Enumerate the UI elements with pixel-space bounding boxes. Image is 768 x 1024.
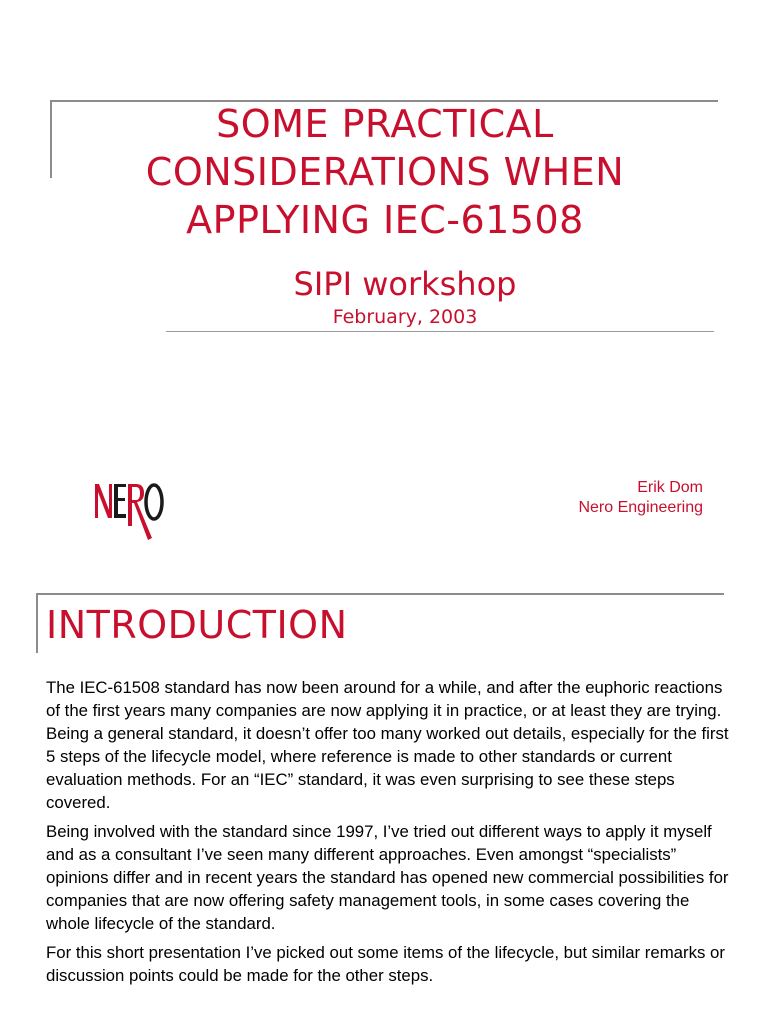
- introduction-body: [46, 676, 736, 993]
- intro-frame-left-rule: [36, 593, 38, 653]
- author-company: Nero Engineering: [578, 499, 703, 516]
- author-block: [480, 478, 703, 518]
- presentation-date: February, 2003: [332, 306, 478, 328]
- author-name: Erik Dom: [637, 479, 703, 496]
- presentation-title: SOME PRACTICAL CONSIDERATIONS WHEN APPLYING IEC-61508: [145, 102, 625, 242]
- introduction-paragraph: The IEC-61508 standard has now been around for a while, and after the euphoric reactions of the first years many companies are now applying it in practice, or at least they are trying. Being a general standard, it doesn’t offer too many worked out details, especially for the first 5 steps of the lifecycle model, where reference is made to other standards or current evaluation methods. For an “IEC” standard, it was even surprising to see these steps covered.: [46, 678, 729, 812]
- intro-frame-top-rule: [36, 593, 724, 595]
- introduction-heading: INTRODUCTION: [46, 603, 348, 647]
- introduction-paragraph: Being involved with the standard since 1997, I’ve tried out different ways to apply it myself and as a consultant I’ve seen many different approaches. Even amongst “specialists” opinions differ and in recent years the standard has opened new commercial possibilities for companies that are now offering safety management tools, in some cases covering the whole lifecycle of the standard.: [46, 822, 729, 933]
- presentation-subtitle: SIPI workshop: [293, 265, 517, 303]
- introduction-paragraph: For this short presentation I’ve picked out some items of the lifecycle, but similar remarks or discussion points could be made for the other steps.: [46, 943, 725, 985]
- nero-logo: [92, 476, 164, 546]
- title-frame-left-rule: [50, 100, 52, 178]
- subtitle-underline-rule: [166, 331, 714, 332]
- nero-logo-icon: [92, 476, 164, 546]
